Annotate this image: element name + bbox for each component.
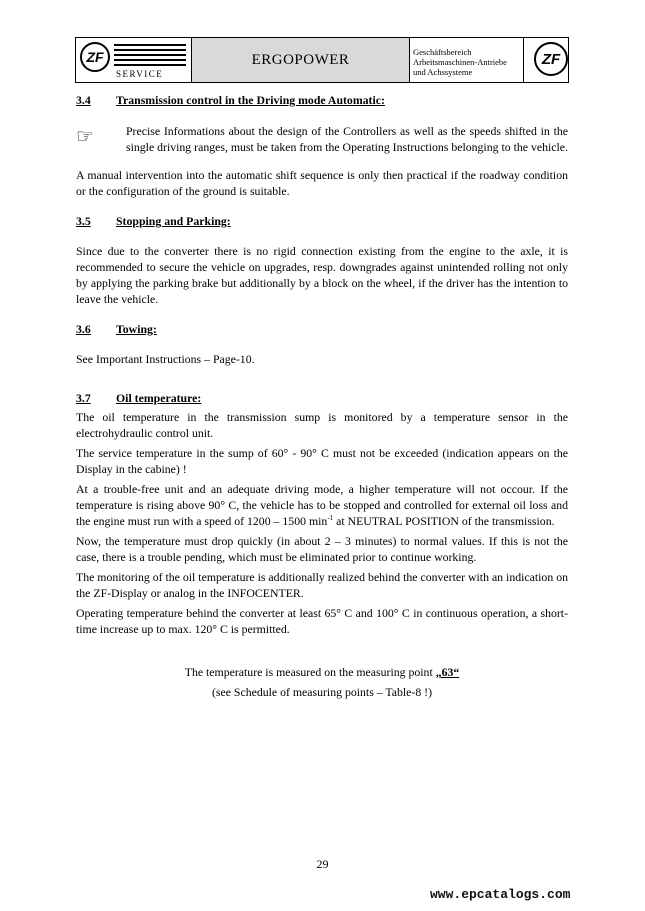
pointing-hand-icon: ☞ [76, 126, 94, 148]
header-division: Geschäftsbereich Arbeitsmaschinen-Antriebe und Achssysteme [410, 38, 524, 82]
note-block [76, 123, 568, 155]
paragraph: See Important Instructions – Page-10. [76, 352, 255, 366]
paragraph: Since due to the converter there is no rigid connection existing from the engine to the axle, it is recommended to secure the vehicle on upgrades, resp. downgrades against unintended rolling not only by applying the parking brake but additionally by a block on the wheel, if the driver has the intention to leave the vehicle. [76, 244, 568, 306]
logo-stripes [114, 44, 186, 68]
section-heading-3-7: 3.7 Oil temperature: [76, 391, 202, 405]
page-content [76, 92, 568, 700]
note-text: Precise Informations about the design of the Controllers as well as the speeds shifted in the single driving ranges, must be taken from the Operating Instructions belonging to the vehicle. [126, 124, 568, 154]
zf-logo-right [524, 38, 568, 82]
measuring-point-reference: (see Schedule of measuring points – Table-8 !) [211, 685, 433, 699]
section-heading-3-6: 3.6 Towing: [76, 322, 157, 336]
header-title: ERGOPOWER [192, 38, 410, 82]
page-header [75, 37, 569, 83]
watermark: www.epcatalogs.com [430, 887, 571, 902]
paragraph: The monitoring of the oil temperature is additionally realized behind the converter with an indication on the ZF-Display or analog in the INFOCENTER. [76, 570, 568, 600]
service-label: SERVICE [116, 69, 164, 79]
paragraph: A manual intervention into the automatic shift sequence is only then practical if the roadway condition or the configuration of the ground is suitable. [76, 168, 568, 198]
page-number: 29 [316, 857, 329, 871]
section-heading-3-5: 3.5 Stopping and Parking: [76, 214, 231, 228]
zf-service-logo [76, 38, 192, 82]
paragraph: Operating temperature behind the converter at least 65° C and 100° C in continuous operation, a short-time increase up to max. 120° C is permitted. [76, 606, 568, 636]
paragraph: At a trouble-free unit and an adequate driving mode, a higher temperature will not occour. If the temperature is rising above 90° C, the vehicle has to be stopped and controlled for external oil loss and the engine must run with a speed of 1200 – 1500 $\min^{-1}$ at NEUTRAL POSITION of the transmission. [76, 482, 568, 528]
section-heading-3-4: 3.4 Transmission control in the Driving mode Automatic: [76, 93, 385, 107]
zf-logo-icon: ZF [80, 42, 110, 72]
paragraph: The oil temperature in the transmission sump is monitored by a temperature sensor in the electrohydraulic control unit. [76, 410, 568, 440]
zf-logo-icon: ZF [534, 42, 568, 76]
measuring-point-line: The temperature is measured on the measuring point „63“ [184, 665, 460, 679]
paragraph: Now, the temperature must drop quickly (in about 2 – 3 minutes) to normal values. If this is not the case, there is a trouble pending, which must be eliminated prior to continue working. [76, 534, 568, 564]
paragraph: The service temperature in the sump of 60° - 90° C must not be exceeded (indication appears on the Display in the cabine) ! [76, 446, 568, 476]
